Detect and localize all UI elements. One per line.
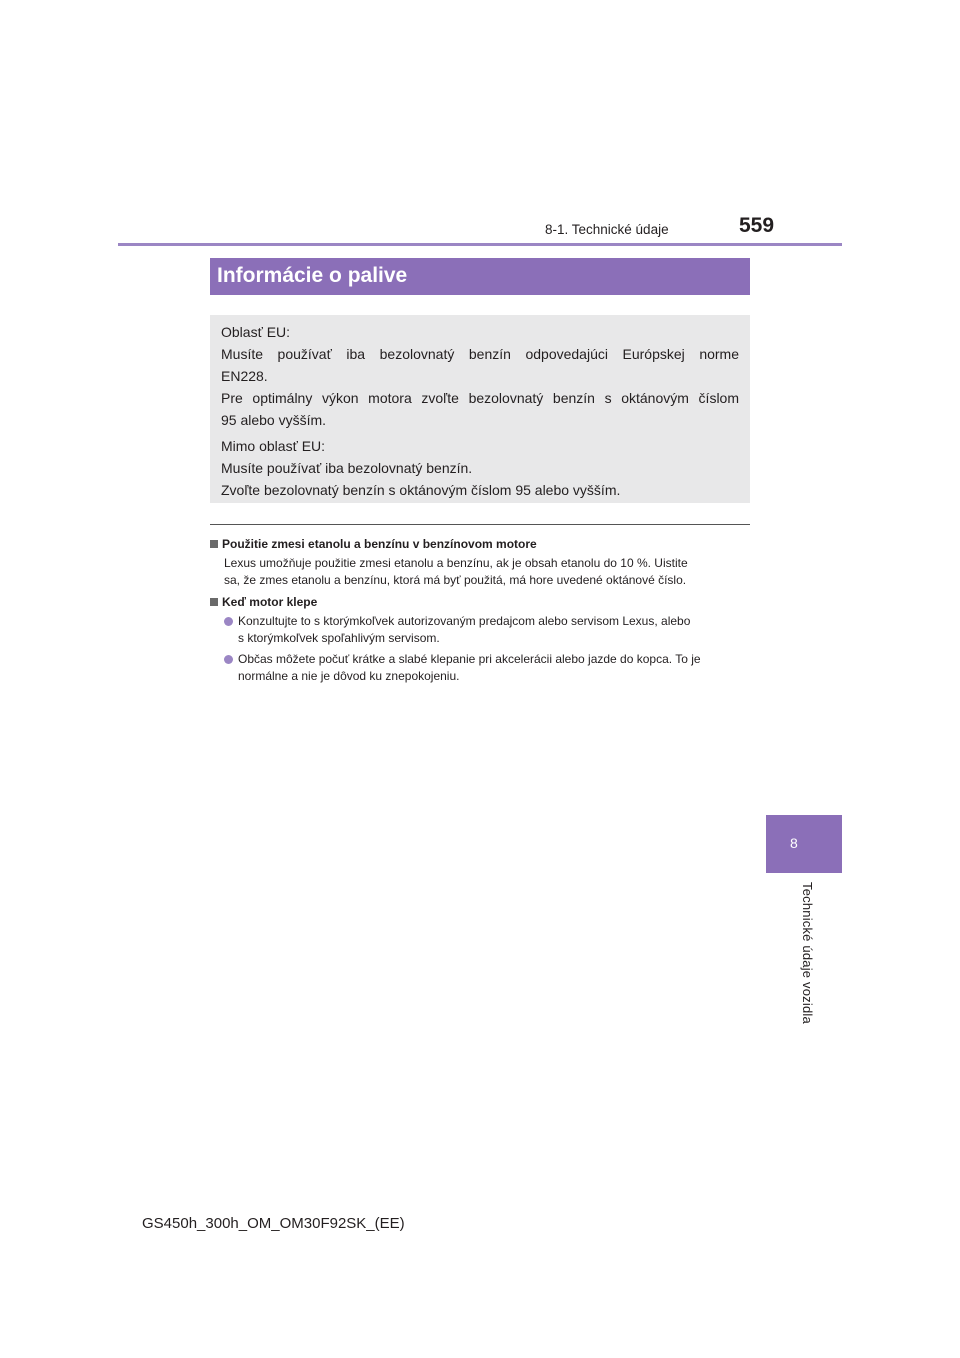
square-bullet-icon	[210, 598, 218, 606]
round-bullet-icon	[224, 617, 233, 626]
section-title: Informácie o palive	[217, 264, 408, 287]
non-eu-octane-line: Zvoľte bezolovnatý benzín s oktánovým číslom 95 alebo vyšším.	[221, 482, 621, 498]
section-title-bar	[210, 258, 750, 295]
chapter-tab	[766, 815, 842, 873]
eu-requirement-line: Musíte používať iba bezolovnatý benzín odpovedajúci Európskej norme	[221, 346, 739, 362]
fuel-info-box	[210, 315, 750, 503]
subsection-heading-text: Keď motor klepe	[222, 595, 318, 609]
bullet-line: Konzultujte to s ktorýmkoľvek autorizovaným predajcom alebo servisom Lexus, alebo	[238, 614, 691, 628]
subsection-heading	[210, 594, 317, 610]
round-bullet-icon	[224, 655, 233, 664]
eu-octane-line: 95 alebo vyšším.	[221, 412, 327, 428]
bullet-line: normálne a nie je dôvod ku znepokojeniu.	[238, 669, 460, 683]
running-header-section: 8-1. Technické údaje	[545, 222, 669, 237]
section-separator	[210, 524, 750, 525]
paragraph-line: Lexus umožňuje použitie zmesi etanolu a benzínu, ak je obsah etanolu do 10 %. Uistite	[224, 556, 688, 570]
non-eu-requirement-line: Musíte používať iba bezolovnatý benzín.	[221, 460, 473, 476]
chapter-number: 8	[790, 835, 798, 851]
eu-octane-line: Pre optimálny výkon motora zvoľte bezolovnatý benzín s oktánovým číslom	[221, 390, 739, 406]
bullet-line: s ktorýmkoľvek spoľahlivým servisom.	[238, 631, 440, 645]
paragraph-line: sa, že zmes etanolu a benzínu, ktorá má byť použitá, má hore uvedené oktánové číslo.	[224, 573, 687, 587]
document-code-footer: GS450h_300h_OM_OM30F92SK_(EE)	[142, 1215, 405, 1232]
page-number: 559	[739, 214, 775, 237]
eu-heading: Oblasť EU:	[221, 324, 291, 340]
non-eu-heading: Mimo oblasť EU:	[221, 438, 326, 454]
subsection-heading	[210, 536, 537, 552]
bullet-line: Občas môžete počuť krátke a slabé klepanie pri akcelerácii alebo jazde do kopca. To je	[238, 652, 701, 666]
chapter-label: Technické údaje vozidla	[800, 882, 815, 1024]
eu-requirement-line: EN228.	[221, 368, 268, 384]
subsection-heading-text: Použitie zmesi etanolu a benzínu v benzínovom motore	[222, 537, 537, 551]
square-bullet-icon	[210, 540, 218, 548]
header-rule	[118, 243, 842, 246]
